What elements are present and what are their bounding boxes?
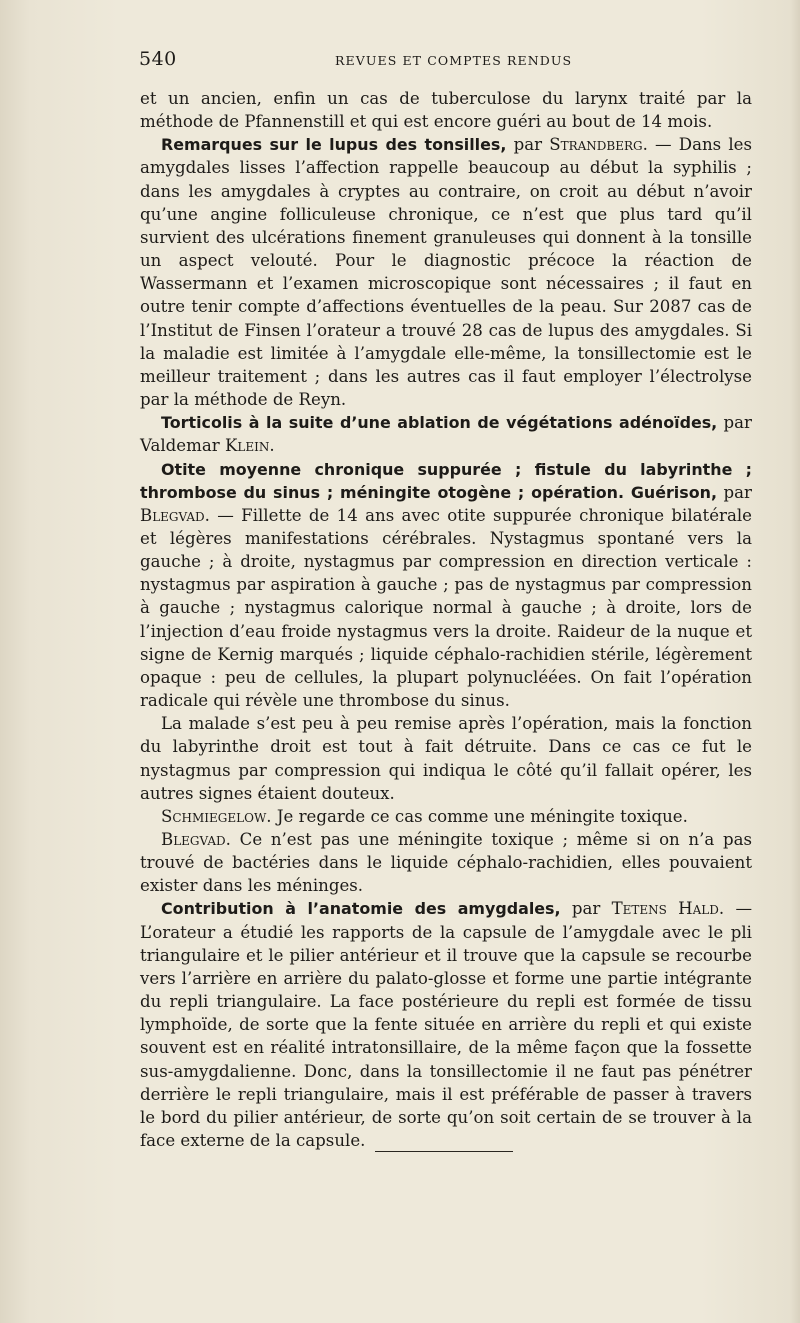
speaker-name: Schmiegelow. (161, 806, 272, 826)
paragraph-text: Ce n’est pas une méningite toxique ; même si on n’a pas trouvé de bactéries dans le liquide céphalo-rachidien, elles pouvaient exister dans les méninges. (140, 830, 752, 896)
paragraph-continuation (140, 87, 752, 133)
end-rule (375, 1151, 513, 1152)
page-header (139, 48, 751, 74)
paragraph-text: — Dans les amygdales lisses l’affection rappelle beaucoup au début la syphilis ; dans les amygdales à cryptes au contraire, on croit au début n’avoir qu’une angine folliculeuse chronique, ce n’est que plus tard qu’il survient des ulcérations finement granuleuses qui donnent à la tonsille un aspect velouté. Pour le diagnostic précoce la réaction de Wassermann et l’examen microscopique sont nécessaires ; il faut en outre tenir compte d’affections éventuelles de la peau. Sur 2087 cas de l’Institut de Finsen l’orateur a trouvé 28 cas de lupus des amygdales. Si la maladie est limitée à l’amygdale elle-même, la tonsillectomie est le meilleur traitement ; dans les autres cas il faut employer l’électrolyse par la méthode de Reyn. (140, 135, 753, 410)
speaker-name: Blegvad. (161, 830, 231, 849)
paragraph-text: Je regarde ce cas comme une méningite toxique. (276, 806, 688, 826)
running-title: REVUES ET COMPTES RENDUS (335, 53, 573, 68)
article-body (140, 87, 752, 1152)
report-author: Klein. (224, 436, 275, 456)
report-author: Strandberg. (549, 135, 648, 155)
paragraph-text: — L’orateur a étudié les rapports de la capsule de l’amygdale avec le pli triangulaire et le pilier antérieur et il trouve que la capsule se recourbe vers l’arrière en arrière du palato-glosse et forme une partie intégrante du repli triangulaire. La face postérieure du repli est formée de tissu lymphoïde, de sorte que la fente située en arrière du repli et qui existe souvent est en réalité intratonsillaire, de la même façon que la fossette sus-amygdalienne. Donc, dans la tonsillectomie il ne faut pas pénétrer derrière le repli triangulaire, mais il est préférable de passer à travers le bord du pilier antérieur, de sorte qu’on soit certain de se trouver à la face externe de la capsule. (140, 899, 753, 1151)
paragraph-text: et un ancien, enfin un cas de tuberculose du larynx traité par la méthode de Pfannenstill et qui est encore guéri au bout de 14 mois. (140, 89, 752, 132)
report-title: Otite moyenne chronique suppurée ; fistule du labyrinthe ; thrombose du sinus ; méningite otogène ; opération. Guérison, (140, 459, 752, 502)
report-anatomie-amygdales (140, 897, 752, 1152)
paragraph-followup (140, 712, 752, 805)
report-by: par (723, 482, 752, 502)
report-author: Tetens Hald. (611, 899, 725, 919)
report-title: Torticolis à la suite d’une ablation de végétations adénoïdes, (161, 413, 718, 433)
report-author: Blegvad. (140, 505, 210, 525)
report-by: par (513, 135, 543, 155)
page-number: 540 (139, 48, 177, 70)
report-torticolis (140, 411, 752, 457)
report-by: par (571, 899, 601, 919)
discussion-blegvad (140, 828, 752, 897)
report-title: Contribution à l’anatomie des amygdales, (161, 899, 561, 919)
report-otite (140, 458, 752, 713)
report-by: par Valdemar (140, 413, 752, 456)
report-lupus-tonsilles (140, 133, 752, 411)
paragraph-text: La malade s’est peu à peu remise après l’opération, mais la fonction du labyrinthe droit est tout à fait détruite. Dans ce cas ce fut le nystagmus par compression qui indiqua le côté qu’il fallait opérer, les autres signes étaient douteux. (140, 714, 752, 803)
discussion-schmiegelow (140, 805, 752, 828)
report-title: Remarques sur le lupus des tonsilles, (161, 135, 507, 155)
paragraph-text: — Fillette de 14 ans avec otite suppurée chronique bilatérale et légères manifestations cérébrales. Nystagmus spontané vers la gauche ; à droite, nystagmus par compression en direction verticale : nystagmus par aspiration à gauche ; pas de nystagmus par compression à gauche ; nystagmus calorique normal à gauche ; à droite, lors de l’injection d’eau froide nystagmus vers la droite. Raideur de la nuque et signe de Kernig marqués ; liquide céphalo-rachidien stérile, légèrement opaque : peu de cellules, la plupart polynucléées. On fait l’opération radicale qui révèle une thrombose du sinus. (140, 505, 752, 711)
